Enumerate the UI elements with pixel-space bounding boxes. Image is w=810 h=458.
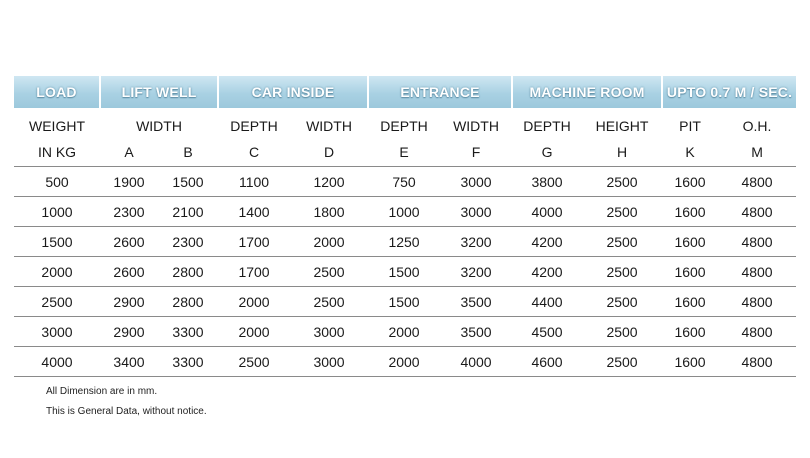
- table-cell: 3000: [14, 317, 100, 347]
- sub-header-car-width: WIDTH: [306, 118, 352, 134]
- table-cell: 4200: [512, 227, 582, 257]
- table-cell: 1500: [368, 287, 440, 317]
- table-cell: 2300: [158, 227, 218, 257]
- table-cell: 4800: [718, 227, 796, 257]
- table-cell: 2000: [14, 257, 100, 287]
- table-cell: 4800: [718, 167, 796, 197]
- sub-header-entrance-width: WIDTH: [453, 118, 499, 134]
- table-cell: 4800: [718, 287, 796, 317]
- table-cell: 2500: [582, 167, 662, 197]
- table-cell: 2000: [368, 317, 440, 347]
- sub-header-pit: PIT: [679, 118, 701, 134]
- table-cell: 2300: [100, 197, 158, 227]
- table-cell: 1600: [662, 227, 718, 257]
- table-cell: 2000: [368, 347, 440, 377]
- table-cell: 1400: [218, 197, 290, 227]
- table-cell: 1900: [100, 167, 158, 197]
- table-cell: 2000: [290, 227, 368, 257]
- sub-header-machine-height: HEIGHT: [595, 118, 649, 134]
- table-cell: 1600: [662, 257, 718, 287]
- table-cell: 2500: [14, 287, 100, 317]
- table-cell: 500: [14, 167, 100, 197]
- table-cell: 1500: [368, 257, 440, 287]
- table-cell: 2500: [582, 227, 662, 257]
- sub-header-row-2: [14, 138, 796, 167]
- table-cell: 1800: [290, 197, 368, 227]
- table-cell: 2800: [158, 287, 218, 317]
- table-row: [14, 317, 796, 347]
- group-header-entrance: ENTRANCE: [368, 76, 512, 108]
- sub-header-c: C: [248, 144, 260, 160]
- table-cell: 1700: [218, 227, 290, 257]
- table-cell: 1500: [14, 227, 100, 257]
- sub-header-f: F: [471, 144, 481, 160]
- sub-header-lift-well-width: WIDTH: [136, 118, 182, 134]
- table-cell: 1600: [662, 317, 718, 347]
- sub-header-row-1: [14, 108, 796, 138]
- specification-sheet: [14, 76, 796, 377]
- sub-header-d: D: [323, 144, 335, 160]
- table-cell: 3000: [440, 197, 512, 227]
- table-body: [14, 167, 796, 377]
- table-cell: 1000: [368, 197, 440, 227]
- table-cell: 1000: [14, 197, 100, 227]
- table-cell: 1600: [662, 347, 718, 377]
- table-cell: 1100: [218, 167, 290, 197]
- sub-header-m: M: [751, 144, 763, 160]
- table-cell: 3200: [440, 257, 512, 287]
- lift-dimension-table: [14, 76, 796, 377]
- table-cell: 2800: [158, 257, 218, 287]
- table-row: [14, 197, 796, 227]
- table-cell: 2000: [218, 287, 290, 317]
- group-header-car-inside: CAR INSIDE: [218, 76, 368, 108]
- table-cell: 1200: [290, 167, 368, 197]
- group-header-lift-well: LIFT WELL: [100, 76, 218, 108]
- table-cell: 4800: [718, 317, 796, 347]
- table-cell: 2100: [158, 197, 218, 227]
- table-row: [14, 167, 796, 197]
- table-cell: 3400: [100, 347, 158, 377]
- sub-header-h: H: [616, 144, 628, 160]
- table-row: [14, 287, 796, 317]
- sub-header-car-depth: DEPTH: [230, 118, 278, 134]
- table-cell: 4000: [14, 347, 100, 377]
- table-row: [14, 347, 796, 377]
- table-cell: 4000: [512, 197, 582, 227]
- sub-header-in-kg: IN KG: [37, 144, 77, 160]
- table-cell: 3000: [290, 347, 368, 377]
- table-cell: 3300: [158, 347, 218, 377]
- table-cell: 1600: [662, 287, 718, 317]
- table-cell: 3300: [158, 317, 218, 347]
- table-cell: 3800: [512, 167, 582, 197]
- table-cell: 3500: [440, 317, 512, 347]
- sub-header-e: E: [399, 144, 409, 160]
- footnote-disclaimer: This is General Data, without notice.: [46, 406, 207, 417]
- group-header-machine-room: MACHINE ROOM: [512, 76, 662, 108]
- sub-header-overhead: O.H.: [742, 118, 772, 134]
- table-cell: 1600: [662, 197, 718, 227]
- sub-header-k: K: [685, 144, 695, 160]
- table-cell: 4400: [512, 287, 582, 317]
- sub-header-g: G: [541, 144, 553, 160]
- group-header-speed: UPTO 0.7 M / SEC.: [662, 76, 796, 108]
- table-cell: 2900: [100, 287, 158, 317]
- table-cell: 4800: [718, 257, 796, 287]
- table-cell: 3500: [440, 287, 512, 317]
- table-row: [14, 257, 796, 287]
- table-cell: 4600: [512, 347, 582, 377]
- sub-header-weight: WEIGHT: [29, 118, 85, 134]
- table-cell: 1250: [368, 227, 440, 257]
- table-cell: 4500: [512, 317, 582, 347]
- footnotes: [46, 382, 207, 422]
- table-cell: 3200: [440, 227, 512, 257]
- table-cell: 2500: [290, 287, 368, 317]
- sub-header-machine-depth: DEPTH: [523, 118, 571, 134]
- table-cell: 4000: [440, 347, 512, 377]
- table-cell: 3000: [440, 167, 512, 197]
- table-row: [14, 227, 796, 257]
- table-cell: 750: [368, 167, 440, 197]
- table-cell: 2900: [100, 317, 158, 347]
- table-cell: 2500: [582, 257, 662, 287]
- table-cell: 2500: [582, 347, 662, 377]
- table-cell: 2500: [582, 317, 662, 347]
- table-cell: 2600: [100, 257, 158, 287]
- table-cell: 4800: [718, 197, 796, 227]
- sub-header-b: B: [183, 144, 193, 160]
- footnote-units: All Dimension are in mm.: [46, 386, 158, 397]
- sub-header-entrance-depth: DEPTH: [380, 118, 428, 134]
- table-cell: 2500: [290, 257, 368, 287]
- table-cell: 2500: [582, 287, 662, 317]
- group-header-row: [14, 76, 796, 108]
- group-header-load: LOAD: [14, 76, 100, 108]
- sub-header-a: A: [124, 144, 134, 160]
- table-cell: 3000: [290, 317, 368, 347]
- table-cell: 2600: [100, 227, 158, 257]
- table-cell: 1700: [218, 257, 290, 287]
- table-cell: 4200: [512, 257, 582, 287]
- table-cell: 2500: [582, 197, 662, 227]
- table-cell: 4800: [718, 347, 796, 377]
- table-cell: 1600: [662, 167, 718, 197]
- table-cell: 2500: [218, 347, 290, 377]
- table-cell: 2000: [218, 317, 290, 347]
- table-cell: 1500: [158, 167, 218, 197]
